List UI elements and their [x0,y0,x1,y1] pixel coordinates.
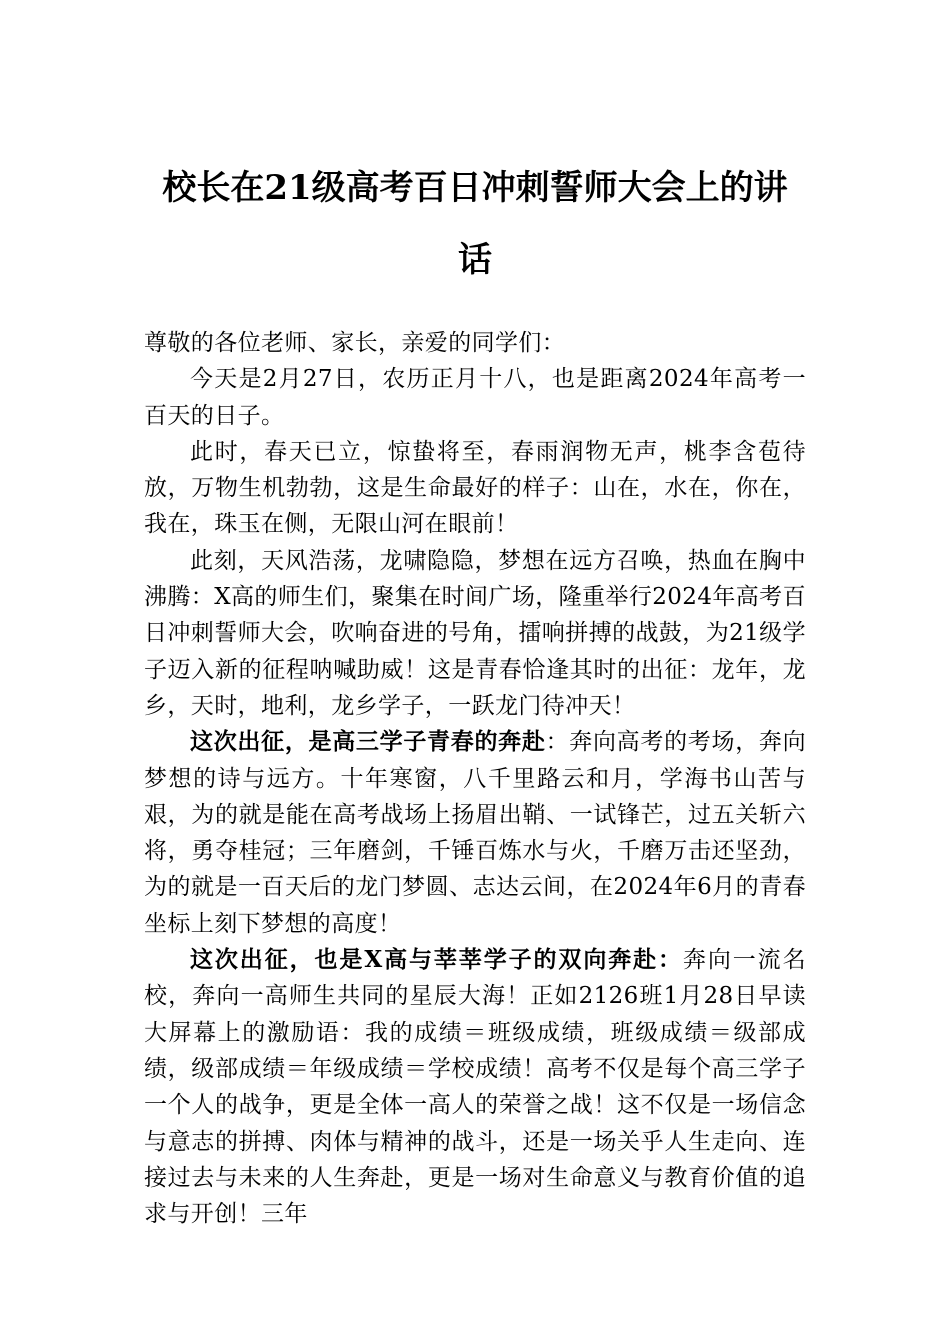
section-lead: 这次出征，是高三学子青春的奔赴 [190,728,546,756]
document-title-line-1: 校长在21级高考百日冲刺誓师大会上的讲 [162,168,788,208]
section-text: 奔向一流名校，奔向一高师生共同的星辰大海！正如2126班1月28日早读大屏幕上的激励语：我的成绩＝班级成绩，班级成绩＝级部成绩，级部成绩＝年级成绩＝学校成绩！高考不仅是每个高三学子一个人的战争，更是全体一高人的荣誉之战！这不仅是一场信念与意志的拼搏、肉体与精神的战斗，还是一场关乎人生走向、连接过去与未来的人生奔赴，更是一场对生命意义与教育价值的追求与开创！三年 [144,947,806,1228]
document-title-line-2: 话 [458,240,492,280]
section-paragraph-1 [144,724,806,942]
salutation: 尊敬的各位老师、家长，亲爱的同学们： [144,330,566,356]
section-text: ：奔向高考的考场，奔向梦想的诗与远方。十年寒窗，八千里路云和月，学海书山苦与艰，为的就是能在高考战场上扬眉出鞘、一试锋芒，过五关斩六将，勇夺桂冠；三年磨剑，千锤百炼水与火，千磨万击还坚劲，为的就是一百天后的龙门梦圆、志达云间，在2024年6月的青春坐标上刻下梦想的高度！ [144,729,807,937]
section-lead: 这次出征，也是X高与莘莘学子的双向奔赴： [190,946,683,974]
paragraph: 此刻，天风浩荡，龙啸隐隐，梦想在远方召唤，热血在胸中沸腾：X高的师生们，聚集在时间广场，隆重举行2024年高考百日冲刺誓师大会，吹响奋进的号角，擂响拼搏的战鼓，为21级学子迈入新的征程呐喊助威！这是青春恰逢其时的出征：龙年，龙乡，天时，地利，龙乡学子，一跃龙门待冲天！ [144,547,806,719]
document-body [144,325,806,1232]
paragraph: 此时，春天已立，惊蛰将至，春雨润物无声，桃李含苞待放，万物生机勃勃，这是生命最好的样子：山在，水在，你在，我在，珠玉在侧，无限山河在眼前！ [144,438,806,538]
section-paragraph-2 [144,942,806,1232]
paragraph: 今天是2月27日，农历正月十八，也是距离2024年高考一百天的日子。 [144,366,806,429]
